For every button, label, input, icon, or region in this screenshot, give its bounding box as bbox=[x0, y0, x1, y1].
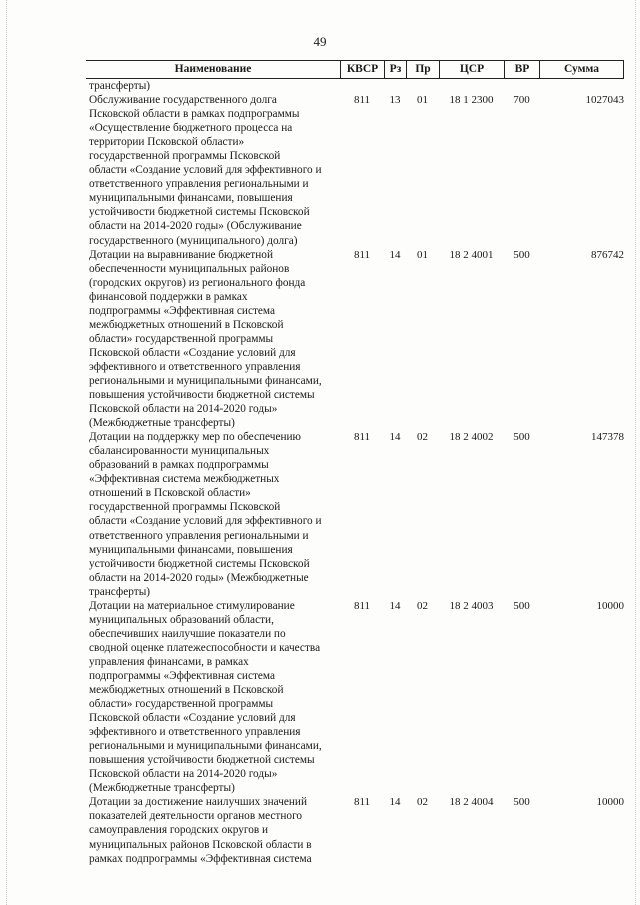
row-kvsr: 811 bbox=[353, 431, 371, 444]
row-pr: 01 bbox=[417, 248, 428, 261]
row-sum: 1027043 bbox=[585, 94, 624, 107]
continuation-row bbox=[86, 79, 624, 93]
row-name: Дотации за достижение наилучших значений показателей деятельности органов местного самоуправления городских округов и муниципальных районов Псковской области в рамках подпрограммы «Эффективная система bbox=[89, 796, 312, 865]
row-sum: 10000 bbox=[596, 599, 624, 612]
header-csr: ЦСР bbox=[439, 61, 504, 78]
header-pr: Пр bbox=[406, 61, 439, 78]
row-vr: 700 bbox=[513, 94, 530, 107]
row-pr: 01 bbox=[417, 94, 428, 107]
row-rz: 14 bbox=[389, 248, 401, 261]
scan-edge-left bbox=[6, 0, 8, 905]
row-pr: 02 bbox=[417, 599, 428, 612]
row-rz: 13 bbox=[389, 94, 401, 107]
row-vr: 500 bbox=[513, 431, 530, 444]
scan-edge-right bbox=[635, 0, 637, 905]
row-kvsr: 811 bbox=[353, 94, 371, 107]
row-name: Дотации на выравнивание бюджетной обеспеченности муниципальных районов (городских округов) из регионального фонда финансовой поддержки в рамках подпрограммы «Эффективная система межбюджетных отношений в Псковской области» государственной программы Псковской области «Создание условий для эффективного и ответственного управления региональными и муниципальными финансами, повышения устойчивости бюджетной системы Псковской области на 2014-2020 годы» (Межбюджетные трансферты) bbox=[89, 248, 322, 430]
row-kvsr: 811 bbox=[353, 248, 371, 261]
row-vr: 500 bbox=[513, 599, 530, 612]
row-csr: 18 1 2300 bbox=[449, 94, 494, 107]
table-body bbox=[86, 79, 624, 866]
row-pr: 02 bbox=[417, 431, 428, 444]
row-sum: 876742 bbox=[591, 248, 624, 261]
table-row bbox=[86, 430, 624, 599]
row-csr: 18 2 4001 bbox=[449, 248, 494, 261]
header-kvsr: КВСР bbox=[340, 61, 384, 78]
continuation-text: трансферты) bbox=[89, 80, 151, 92]
row-pr: 02 bbox=[417, 796, 428, 809]
table-row bbox=[86, 93, 624, 248]
row-rz: 14 bbox=[389, 599, 401, 612]
row-csr: 18 2 4003 bbox=[449, 599, 494, 612]
table-row bbox=[86, 599, 624, 796]
row-rz: 14 bbox=[389, 431, 401, 444]
row-name: Дотации на материальное стимулирование муниципальных образований области, обеспечивших наилучшие показатели по сводной оценке платежеспособности и качества управления финансами, в рамках подпрограммы «Эффективная система межбюджетных отношений в Псковской области» государственной программы Псковской области «Создание условий для эффективного и ответственного управления региональными и муниципальными финансами, повышения устойчивости бюджетной системы Псковской области на 2014-2020 годы» (Межбюджетные трансферты) bbox=[89, 599, 322, 795]
header-name: Наименование bbox=[174, 63, 252, 75]
row-vr: 500 bbox=[513, 796, 530, 809]
row-name: Дотации на поддержку мер по обеспечению сбалансированности муниципальных образований в рамках подпрограммы «Эффективная система межбюджетных отношений в Псковской области» государственной программы Псковской области «Создание условий для эффективного и ответственного управления региональными и муниципальными финансами, повышения устойчивости бюджетной системы Псковской области на 2014-2020 годы» (Межбюджетные трансферты) bbox=[89, 431, 322, 598]
table-row bbox=[86, 248, 624, 431]
row-kvsr: 811 bbox=[353, 599, 371, 612]
header-sum: Сумма bbox=[539, 61, 624, 78]
page-number: 49 bbox=[313, 34, 327, 49]
header-vr: ВР bbox=[504, 61, 539, 78]
row-rz: 14 bbox=[389, 796, 401, 809]
row-kvsr: 811 bbox=[353, 796, 371, 809]
header-rz: Рз bbox=[384, 61, 406, 78]
row-sum: 10000 bbox=[596, 796, 624, 809]
row-name: Обслуживание государственного долга Псковской области в рамках подпрограммы «Осуществление бюджетного процесса на территории Псковской области» государственной программы Псковской области «Создание условий для эффективного и ответственного управления региональными и муниципальными финансами, повышения устойчивости бюджетной системы Псковской области на 2014-2020 годы» (Обслуживание государственного (муниципального) долга) bbox=[89, 94, 322, 247]
budget-table bbox=[86, 60, 624, 866]
row-sum: 147378 bbox=[591, 431, 624, 444]
table-row bbox=[86, 795, 624, 865]
row-vr: 500 bbox=[513, 248, 530, 261]
table-header bbox=[86, 60, 624, 79]
row-csr: 18 2 4004 bbox=[449, 796, 494, 809]
row-csr: 18 2 4002 bbox=[449, 431, 494, 444]
